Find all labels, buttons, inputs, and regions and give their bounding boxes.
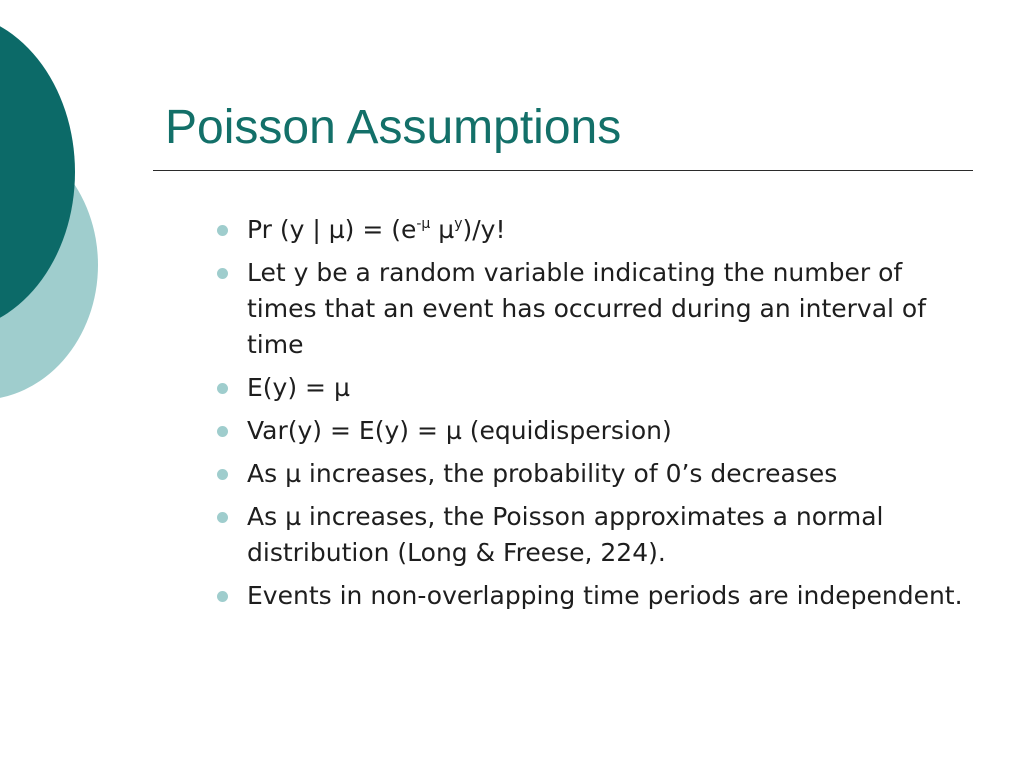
bullet-item <box>214 578 974 614</box>
formula-text: )/y! <box>462 215 506 244</box>
bullet-text: As µ increases, the probability of 0’s decreases <box>247 459 838 488</box>
formula-superscript: -µ <box>416 216 431 232</box>
bullet-dot-icon <box>217 426 228 437</box>
bullet-text: Events in non-overlapping time periods are independent. <box>247 581 963 610</box>
formula-text: Pr (y | µ) = (e <box>247 215 417 244</box>
bullet-dot-icon <box>217 225 228 236</box>
bullet-item <box>214 255 974 363</box>
formula-superscript: y <box>454 216 463 232</box>
title-divider <box>153 170 973 171</box>
bullet-text: Var(y) = E(y) = µ (equidispersion) <box>247 416 672 445</box>
bullet-item <box>214 456 974 492</box>
bullet-dot-icon <box>217 591 228 602</box>
bullet-text <box>247 215 506 244</box>
bullet-text: Let y be a random variable indicating the number of times that an event has occurred during an interval of time <box>247 258 927 359</box>
bullet-item <box>214 370 974 406</box>
bullet-dot-icon <box>217 383 228 394</box>
bullet-item <box>214 413 974 449</box>
bullet-dot-icon <box>217 469 228 480</box>
slide-title: Poisson Assumptions <box>165 101 622 154</box>
bullet-item <box>214 499 974 571</box>
bullet-item <box>214 212 974 248</box>
bullet-dot-icon <box>217 268 228 279</box>
bullet-text: As µ increases, the Poisson approximates a normal distribution (Long & Freese, 224). <box>247 502 884 567</box>
formula-text: µ <box>430 215 455 244</box>
bullet-dot-icon <box>217 512 228 523</box>
bullet-text: E(y) = µ <box>247 373 350 402</box>
bullet-list <box>214 212 974 621</box>
